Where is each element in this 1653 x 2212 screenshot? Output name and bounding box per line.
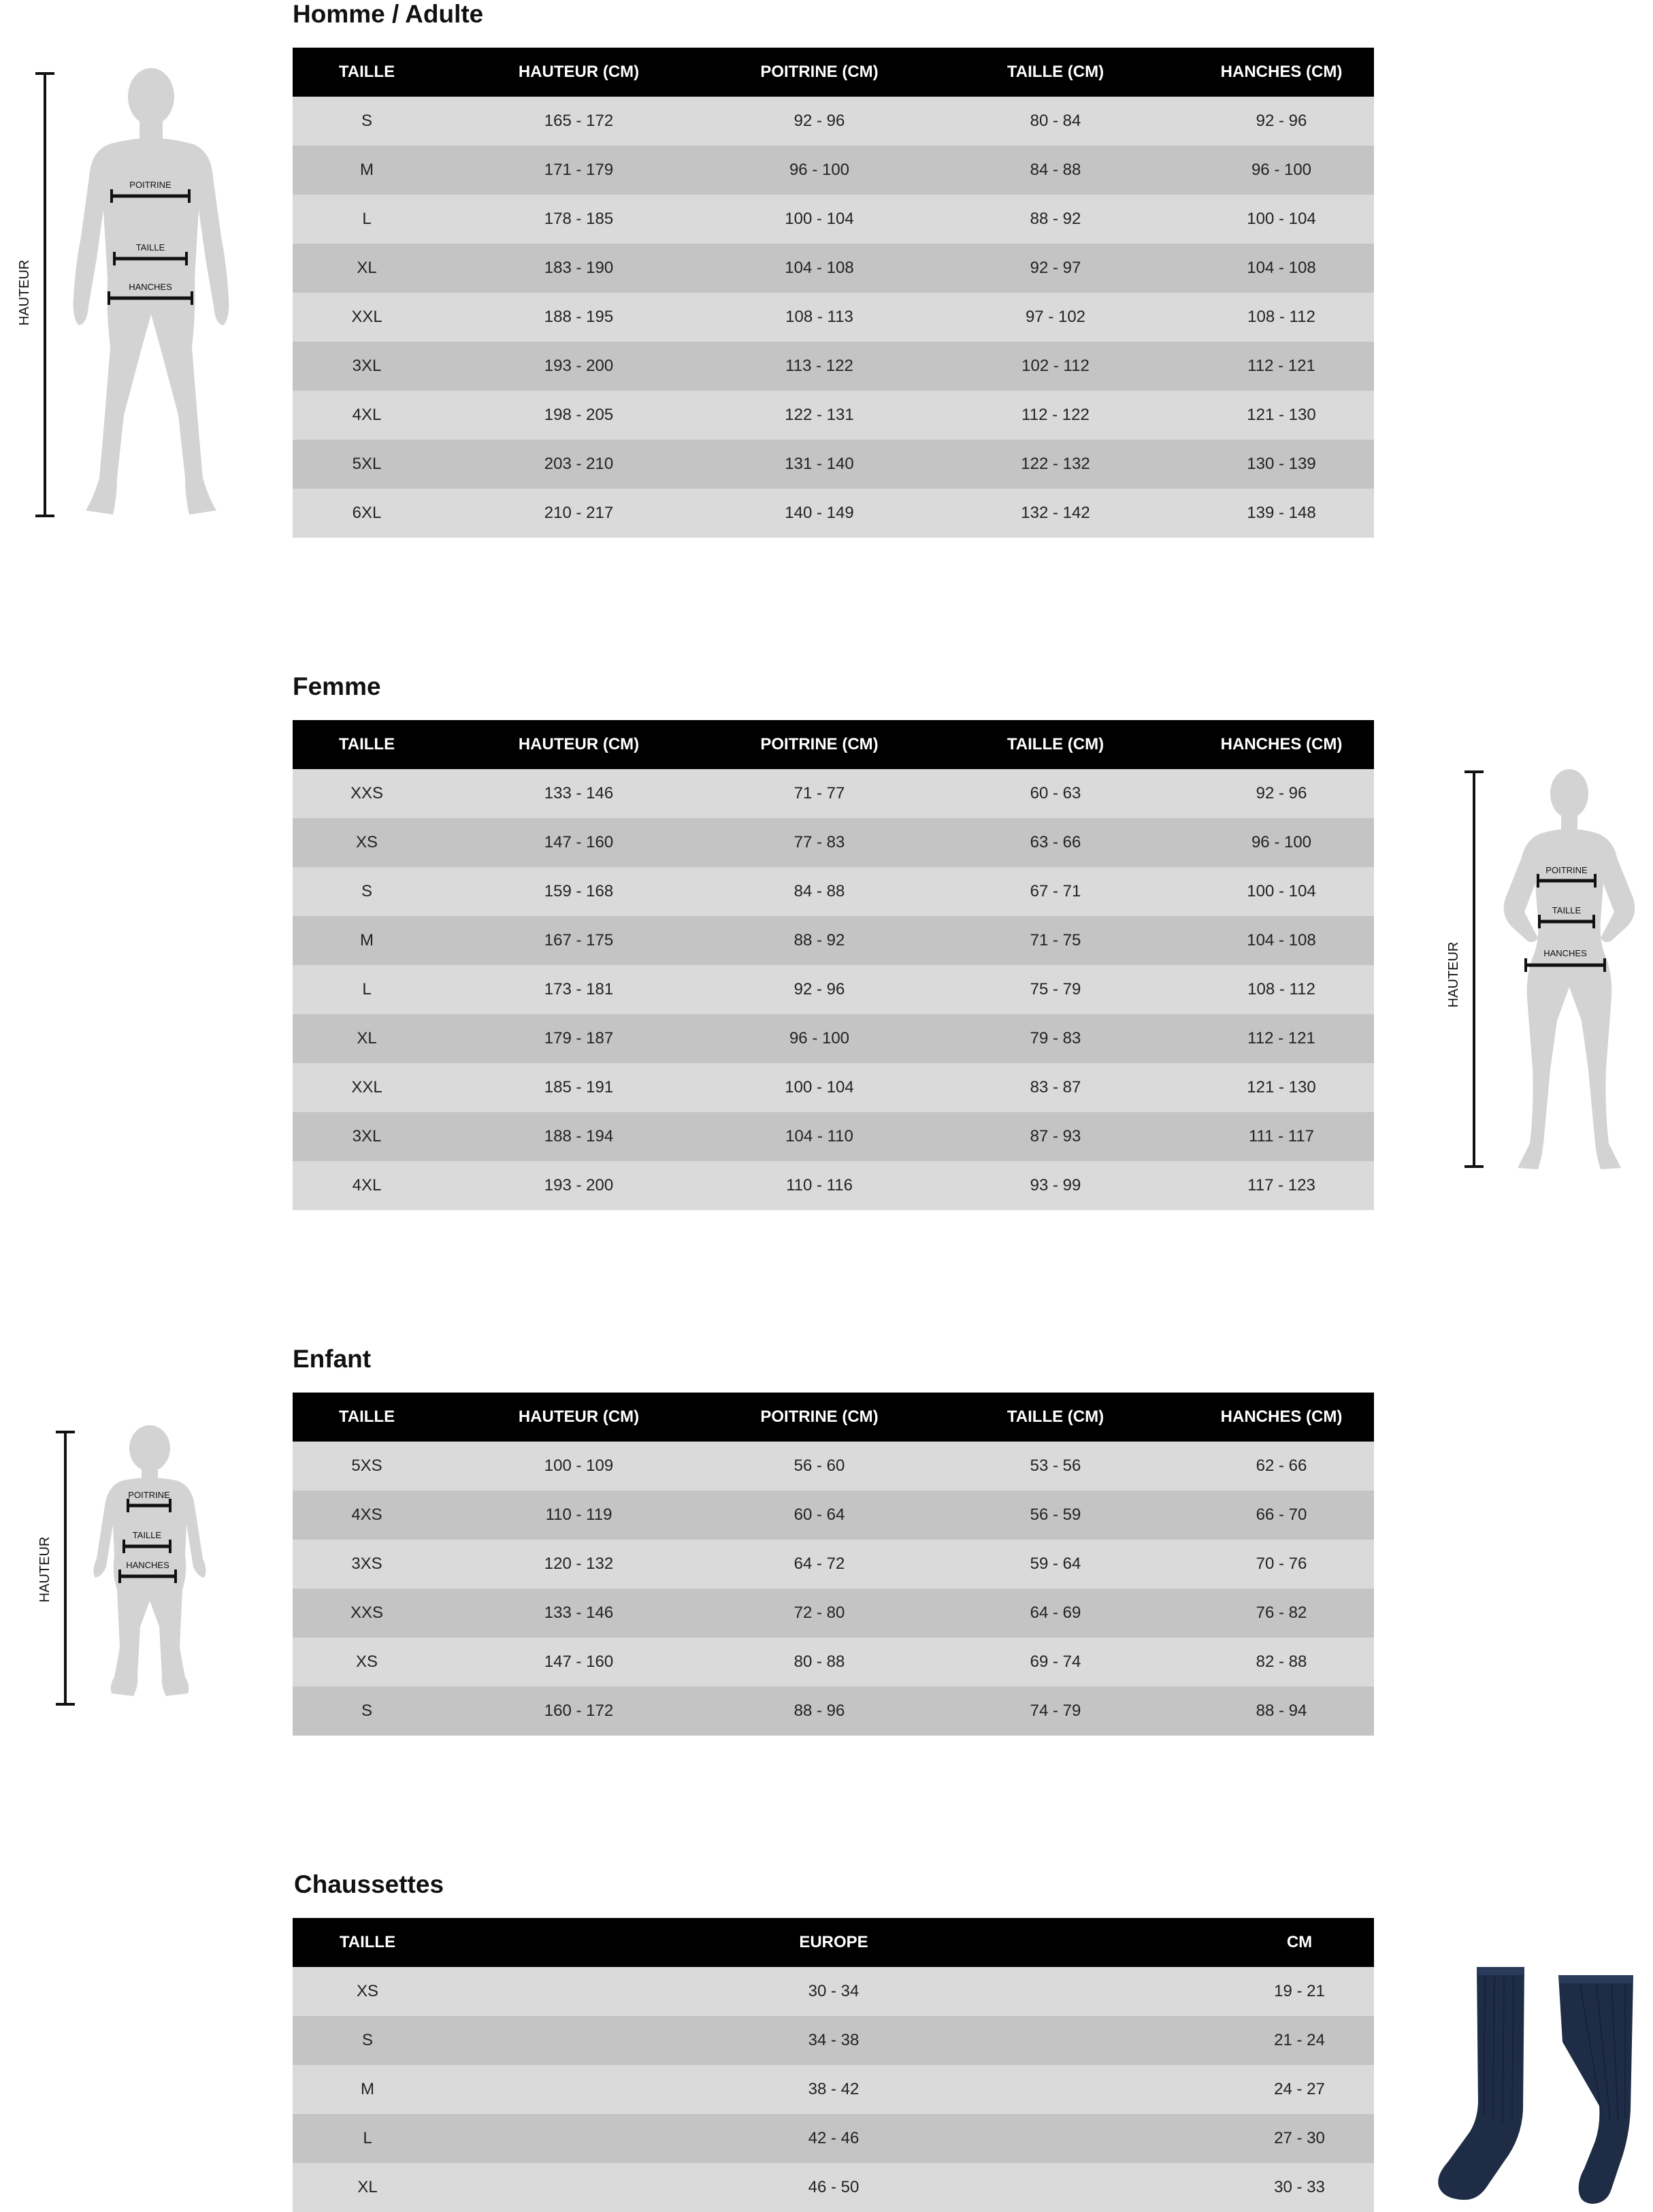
cell: 62 - 66: [1189, 1442, 1374, 1491]
cell: 188 - 195: [441, 293, 717, 342]
cell: 188 - 194: [441, 1112, 717, 1161]
column-header: POITRINE (CM): [717, 48, 922, 97]
waist-label: TAILLE: [135, 242, 165, 253]
socks-size-table: [293, 1918, 1374, 2212]
socks-title: Chaussettes: [294, 1870, 444, 1898]
cell: 140 - 149: [717, 489, 922, 538]
cell: 159 - 168: [441, 867, 717, 916]
table-row: [293, 1442, 1374, 1491]
height-label: HAUTEUR: [17, 259, 32, 326]
cell: 79 - 83: [922, 1014, 1189, 1063]
cell: 53 - 56: [922, 1442, 1189, 1491]
cell: 96 - 100: [1189, 146, 1374, 195]
table-row: [293, 440, 1374, 489]
cell: XL: [293, 2163, 442, 2212]
cell: 64 - 72: [717, 1540, 922, 1589]
kids-size-table: [293, 1393, 1374, 1736]
cell: L: [293, 2114, 442, 2163]
cell: XL: [293, 244, 441, 293]
cell: 110 - 119: [441, 1491, 717, 1540]
column-header: TAILLE: [293, 1393, 441, 1442]
cell: 133 - 146: [441, 1589, 717, 1638]
cell: 198 - 205: [441, 391, 717, 440]
table-row: [293, 342, 1374, 391]
cell: 80 - 88: [717, 1638, 922, 1687]
cell: 185 - 191: [441, 1063, 717, 1112]
cell: 102 - 112: [922, 342, 1189, 391]
women-size-table: [293, 720, 1374, 1210]
table-row: [293, 2065, 1374, 2114]
cell: 131 - 140: [717, 440, 922, 489]
cell: 178 - 185: [441, 195, 717, 244]
cell: XXS: [293, 769, 441, 818]
cell: 63 - 66: [922, 818, 1189, 867]
height-indicator: [1464, 772, 1484, 1167]
cell: 203 - 210: [441, 440, 717, 489]
chest-label: POITRINE: [1545, 865, 1588, 875]
cell: S: [293, 97, 441, 146]
column-header: HANCHES (CM): [1189, 48, 1374, 97]
height-indicator: [35, 74, 54, 516]
cell: 87 - 93: [922, 1112, 1189, 1161]
waist-label: TAILLE: [132, 1530, 162, 1540]
cell: 92 - 96: [717, 97, 922, 146]
cell: 67 - 71: [922, 867, 1189, 916]
cell: 60 - 63: [922, 769, 1189, 818]
cell: M: [293, 146, 441, 195]
cell: 165 - 172: [441, 97, 717, 146]
cell: 84 - 88: [717, 867, 922, 916]
column-header: TAILLE (CM): [922, 720, 1189, 769]
column-header: CM: [1225, 1918, 1374, 1967]
hips-label: HANCHES: [1543, 948, 1587, 958]
column-header: TAILLE: [293, 720, 441, 769]
cell: 100 - 104: [717, 1063, 922, 1112]
cell: 121 - 130: [1189, 1063, 1374, 1112]
cell: S: [293, 867, 441, 916]
table-row: [293, 391, 1374, 440]
cell: 210 - 217: [441, 489, 717, 538]
cell: 108 - 112: [1189, 293, 1374, 342]
column-header: HANCHES (CM): [1189, 720, 1374, 769]
cell: 193 - 200: [441, 342, 717, 391]
cell: 122 - 131: [717, 391, 922, 440]
table-row: [293, 97, 1374, 146]
table-row: [293, 1491, 1374, 1540]
table-header-row: [293, 1918, 1374, 1967]
cell: 112 - 121: [1189, 1014, 1374, 1063]
cell: 88 - 92: [922, 195, 1189, 244]
cell: 30 - 33: [1225, 2163, 1374, 2212]
cell: 77 - 83: [717, 818, 922, 867]
cell: 72 - 80: [717, 1589, 922, 1638]
cell: 104 - 108: [1189, 244, 1374, 293]
table-row: [293, 1112, 1374, 1161]
cell: 179 - 187: [441, 1014, 717, 1063]
cell: XL: [293, 1014, 441, 1063]
hips-label: HANCHES: [126, 1560, 169, 1570]
cell: 3XS: [293, 1540, 441, 1589]
table-row: [293, 1687, 1374, 1736]
cell: 24 - 27: [1225, 2065, 1374, 2114]
cell: 66 - 70: [1189, 1491, 1374, 1540]
table-row: [293, 1967, 1374, 2016]
cell: 96 - 100: [717, 1014, 922, 1063]
cell: 4XL: [293, 1161, 441, 1210]
cell: 122 - 132: [922, 440, 1189, 489]
cell: 104 - 108: [717, 244, 922, 293]
table-row: [293, 1014, 1374, 1063]
table-row: [293, 769, 1374, 818]
column-header: HAUTEUR (CM): [441, 48, 717, 97]
cell: 96 - 100: [717, 146, 922, 195]
cell: 3XL: [293, 1112, 441, 1161]
cell: M: [293, 2065, 442, 2114]
table-row: [293, 867, 1374, 916]
waist-label: TAILLE: [1552, 905, 1582, 915]
cell: 108 - 112: [1189, 965, 1374, 1014]
cell: XXS: [293, 1589, 441, 1638]
table-row: [293, 2016, 1374, 2065]
cell: 193 - 200: [441, 1161, 717, 1210]
height-label: HAUTEUR: [1446, 941, 1461, 1008]
cell: 4XL: [293, 391, 441, 440]
column-header: TAILLE (CM): [922, 1393, 1189, 1442]
socks-illustration: [1429, 1960, 1647, 2209]
table-row: [293, 1063, 1374, 1112]
table-header-row: [293, 1393, 1374, 1442]
cell: 71 - 75: [922, 916, 1189, 965]
cell: 92 - 96: [717, 965, 922, 1014]
men-title: Homme / Adulte: [293, 0, 484, 28]
cell: 183 - 190: [441, 244, 717, 293]
cell: 42 - 46: [442, 2114, 1225, 2163]
cell: 19 - 21: [1225, 1967, 1374, 2016]
cell: 100 - 104: [1189, 195, 1374, 244]
women-title: Femme: [293, 672, 381, 700]
table-row: [293, 146, 1374, 195]
cell: 88 - 94: [1189, 1687, 1374, 1736]
cell: 56 - 60: [717, 1442, 922, 1491]
cell: 5XL: [293, 440, 441, 489]
cell: 82 - 88: [1189, 1638, 1374, 1687]
cell: L: [293, 965, 441, 1014]
table-row: [293, 1540, 1374, 1589]
hips-label: HANCHES: [129, 282, 172, 292]
cell: 147 - 160: [441, 1638, 717, 1687]
cell: 83 - 87: [922, 1063, 1189, 1112]
cell: 160 - 172: [441, 1687, 717, 1736]
column-header: POITRINE (CM): [717, 1393, 922, 1442]
women-figure: [1443, 762, 1647, 1177]
cell: 75 - 79: [922, 965, 1189, 1014]
cell: 147 - 160: [441, 818, 717, 867]
table-row: [293, 818, 1374, 867]
cell: 110 - 116: [717, 1161, 922, 1210]
cell: 69 - 74: [922, 1638, 1189, 1687]
cell: 46 - 50: [442, 2163, 1225, 2212]
table-row: [293, 1638, 1374, 1687]
column-header: EUROPE: [442, 1918, 1225, 1967]
table-row: [293, 1589, 1374, 1638]
column-header: TAILLE: [293, 1918, 442, 1967]
column-header: HANCHES (CM): [1189, 1393, 1374, 1442]
cell: 171 - 179: [441, 146, 717, 195]
cell: 112 - 122: [922, 391, 1189, 440]
table-row: [293, 1161, 1374, 1210]
cell: 108 - 113: [717, 293, 922, 342]
chest-label: POITRINE: [128, 1490, 170, 1500]
cell: 96 - 100: [1189, 818, 1374, 867]
height-indicator: [56, 1432, 75, 1704]
cell: 60 - 64: [717, 1491, 922, 1540]
cell: M: [293, 916, 441, 965]
cell: 56 - 59: [922, 1491, 1189, 1540]
cell: 4XS: [293, 1491, 441, 1540]
cell: 120 - 132: [441, 1540, 717, 1589]
cell: 113 - 122: [717, 342, 922, 391]
column-header: HAUTEUR (CM): [441, 1393, 717, 1442]
table-row: [293, 244, 1374, 293]
column-header: TAILLE (CM): [922, 48, 1189, 97]
cell: L: [293, 195, 441, 244]
cell: 64 - 69: [922, 1589, 1189, 1638]
table-header-row: [293, 720, 1374, 769]
men-size-table: [293, 48, 1374, 538]
cell: 5XS: [293, 1442, 441, 1491]
table-row: [293, 2163, 1374, 2212]
cell: 100 - 109: [441, 1442, 717, 1491]
cell: XXL: [293, 293, 441, 342]
cell: 104 - 110: [717, 1112, 922, 1161]
cell: XS: [293, 1967, 442, 2016]
cell: 34 - 38: [442, 2016, 1225, 2065]
men-figure: [7, 61, 238, 524]
cell: 88 - 92: [717, 916, 922, 965]
cell: 92 - 96: [1189, 97, 1374, 146]
cell: 117 - 123: [1189, 1161, 1374, 1210]
column-header: TAILLE: [293, 48, 441, 97]
cell: 167 - 175: [441, 916, 717, 965]
cell: XS: [293, 818, 441, 867]
women-silhouette: [1504, 769, 1635, 1169]
cell: 88 - 96: [717, 1687, 922, 1736]
cell: 173 - 181: [441, 965, 717, 1014]
kids-title: Enfant: [293, 1345, 372, 1373]
cell: 112 - 121: [1189, 342, 1374, 391]
cell: 111 - 117: [1189, 1112, 1374, 1161]
cell: 71 - 77: [717, 769, 922, 818]
cell: 6XL: [293, 489, 441, 538]
cell: 100 - 104: [717, 195, 922, 244]
kids-figure: [34, 1422, 218, 1715]
cell: 84 - 88: [922, 146, 1189, 195]
cell: 92 - 97: [922, 244, 1189, 293]
cell: 93 - 99: [922, 1161, 1189, 1210]
table-row: [293, 965, 1374, 1014]
cell: 21 - 24: [1225, 2016, 1374, 2065]
cell: 38 - 42: [442, 2065, 1225, 2114]
cell: 76 - 82: [1189, 1589, 1374, 1638]
cell: 3XL: [293, 342, 441, 391]
table-row: [293, 293, 1374, 342]
cell: S: [293, 1687, 441, 1736]
cell: 100 - 104: [1189, 867, 1374, 916]
table-header-row: [293, 48, 1374, 97]
cell: XS: [293, 1638, 441, 1687]
column-header: POITRINE (CM): [717, 720, 922, 769]
cell: 139 - 148: [1189, 489, 1374, 538]
sock-right: [1558, 1975, 1633, 2204]
cell: 121 - 130: [1189, 391, 1374, 440]
cell: 30 - 34: [442, 1967, 1225, 2016]
column-header: HAUTEUR (CM): [441, 720, 717, 769]
cell: 80 - 84: [922, 97, 1189, 146]
cell: XXL: [293, 1063, 441, 1112]
cell: 132 - 142: [922, 489, 1189, 538]
table-row: [293, 195, 1374, 244]
cell: 92 - 96: [1189, 769, 1374, 818]
table-row: [293, 489, 1374, 538]
cell: 133 - 146: [441, 769, 717, 818]
cell: 59 - 64: [922, 1540, 1189, 1589]
cell: 104 - 108: [1189, 916, 1374, 965]
cell: 97 - 102: [922, 293, 1189, 342]
cell: 70 - 76: [1189, 1540, 1374, 1589]
cell: 27 - 30: [1225, 2114, 1374, 2163]
chest-label: POITRINE: [129, 180, 171, 190]
table-row: [293, 2114, 1374, 2163]
height-label: HAUTEUR: [37, 1536, 52, 1603]
table-row: [293, 916, 1374, 965]
cell: S: [293, 2016, 442, 2065]
sock-left: [1438, 1967, 1524, 2200]
cell: 74 - 79: [922, 1687, 1189, 1736]
cell: 130 - 139: [1189, 440, 1374, 489]
